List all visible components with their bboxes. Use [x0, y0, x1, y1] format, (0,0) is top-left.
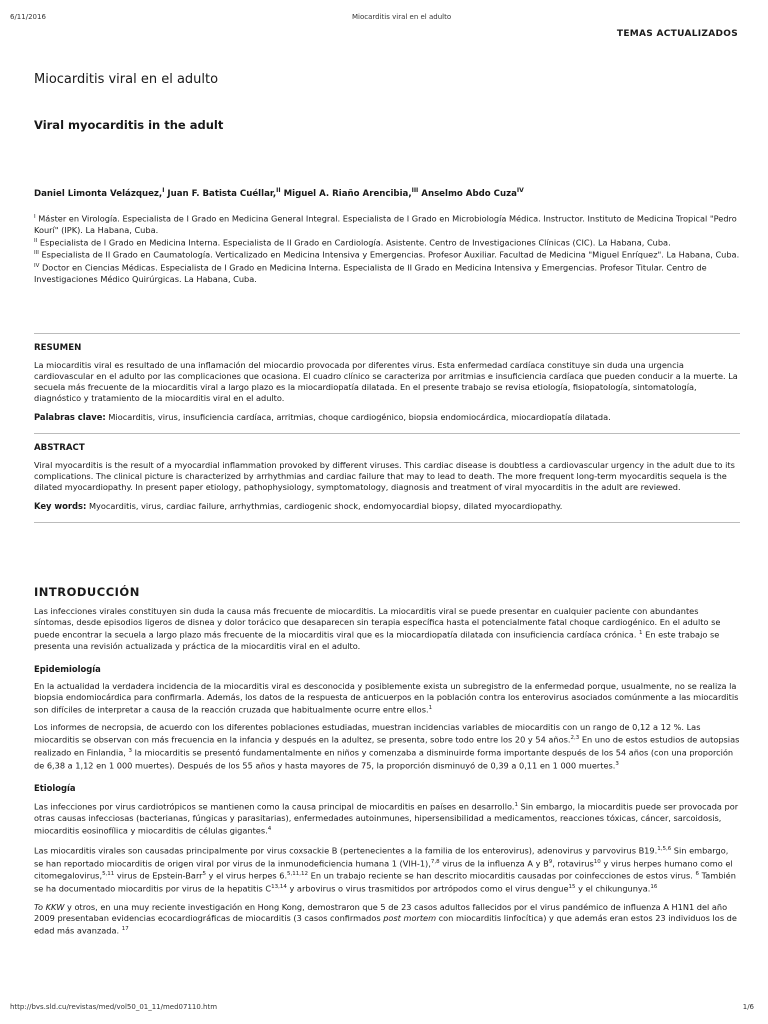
affiliation-text: Máster en Virología. Especialista de I Grado en Medicina General Integral. Especialista de I Grado en Microbiología Médica. Instructor. Instituto de Medicina Tropical "Pedro Kourí" (IPK). La Habana, Cuba. — [34, 213, 737, 235]
affiliation-text: Especialista de I Grado en Medicina Interna. Especialista de II Grado en Cardiología. Asistente. Centro de Investigaciones Clínicas (CIC). La Habana, Cuba. — [39, 237, 671, 248]
print-date: 6/11/2016 — [10, 13, 46, 21]
introduccion-heading: INTRODUCCIÓN — [34, 584, 140, 599]
citation-ref[interactable]: 1,5,6 — [657, 845, 672, 852]
divider — [34, 433, 740, 434]
citation-ref[interactable]: 9 — [548, 858, 553, 865]
paragraph-text: Sin embargo, se han reportado miocarditis de origen viral por virus de la inmunodeficiencia humana 1 (VIH-1), — [34, 845, 729, 869]
italic-text: post mortem — [383, 912, 437, 923]
affiliation-item — [34, 248, 740, 261]
citation-ref[interactable]: 4 — [267, 826, 272, 833]
citation-ref[interactable]: 13,14 — [271, 884, 287, 891]
citation-ref[interactable]: 10 — [593, 858, 601, 865]
author-affil-mark: II — [276, 187, 281, 194]
divider — [34, 522, 740, 523]
paragraph-text: En la actualidad la verdadera incidencia de la miocarditis viral es desconocida y posiblemente exista un subregistro de la enfermedad porque, usualmente, no se realiza la biopsia endomiocárdica para confirmarla. Además, los datos de la respuesta de anticuerpos en la población contra los enterovirus asociados comúnmente a las miocarditis son difíciles de interpretar a causa de la reacción cruzada que habitualmente ocurre entre ellos. — [34, 680, 739, 715]
section-label: TEMAS ACTUALIZADOS — [616, 29, 738, 39]
affiliation-item — [34, 261, 740, 285]
resumen-heading: RESUMEN — [34, 342, 82, 353]
paragraph-text: y virus herpes humano como el citomegalovirus, — [34, 858, 733, 882]
citation-ref[interactable]: 1 — [514, 802, 518, 809]
paragraph-text: y el chikungunya. — [575, 883, 651, 894]
epidemiologia-paragraph — [34, 681, 740, 716]
affiliation-text: Especialista de II Grado en Caumatología. Verticalizado en Medicina Intensiva y Emergencias. Profesor Auxiliar. Facultad de Medicina "Miguel Enríquez". La Habana, Cuba. — [41, 250, 740, 261]
divider — [34, 333, 740, 334]
citation-ref[interactable]: 2,3 — [570, 735, 580, 742]
citation-ref[interactable]: 1 — [428, 704, 433, 711]
epidemiologia-paragraph — [34, 722, 740, 771]
paragraph-text: con miocarditis linfocítica) y que además eran estos 23 individuos los de edad más avanzada. — [34, 912, 737, 936]
author-name: Juan F. Batista Cuéllar, — [167, 188, 277, 199]
keywords-text: Myocarditis, virus, cardiac failure, arrhythmias, cardiogenic shock, endomyocardial biopsy, dilated myocardiopathy. — [88, 500, 563, 511]
author-affil-mark: IV — [516, 187, 524, 194]
affiliation-mark: I — [34, 213, 36, 220]
paragraph-text: y el virus herpes 6. — [206, 871, 288, 882]
key-words — [34, 501, 740, 512]
citation-ref[interactable]: 3 — [128, 748, 133, 754]
author-affil-mark: I — [162, 187, 165, 194]
paragraph-text: y arbovirus o virus trasmitidos por artrópodos como el virus dengue — [286, 883, 569, 894]
keywords-label: Key words: — [34, 500, 87, 511]
citation-ref[interactable]: 17 — [121, 925, 129, 932]
etiologia-heading: Etiología — [34, 783, 76, 794]
abstract-text: Viral myocarditis is the result of a myocardial inflammation provoked by different viruses. This cardiac disease is doubtless a cardiovascular urgency in the adult due to its complications. The clinical picture is characterized by arrhythmias and cardiac failure that may to lead to death. The more frequent long-term myocarditis sequela is the dilated myocardiopathy. In present paper etiology, pathophysiology, symptomatology, diagnosis and treatment of viral myocarditis in the adult are reviewed. — [34, 459, 735, 492]
citation-ref[interactable]: 5 — [202, 871, 207, 878]
affiliation-mark: III — [34, 250, 39, 257]
paragraph-text: Las miocarditis virales son causadas principalmente por virus coxsackie B (pertenecientes a la familia de los enterovirus), adenovirus y parvovirus B19. — [34, 845, 658, 856]
citation-ref[interactable]: 5,11,12 — [287, 871, 309, 878]
author-affil-mark: III — [411, 187, 419, 194]
affiliation-text: Doctor en Ciencias Médicas. Especialista de I Grado en Medicina Interna. Especialista de II Grado en Medicina Intensiva y Emergencias. Profesor Titular. Centro de Investigaciones Médico Quirúrgicas. La Habana, Cuba. — [34, 262, 707, 284]
affiliation-item — [34, 236, 740, 249]
citation-ref[interactable]: 16 — [650, 884, 658, 891]
article-title-english: Viral myocarditis in the adult — [34, 118, 224, 132]
paragraph-text: Las infecciones virales constituyen sin duda la causa más frecuente de miocarditis. La miocarditis viral se puede presentar en cualquier paciente con abundantes síntomas, desde episodios ligeros de disnea y dolor torácico que desaparecen sin terapia específica hasta el potencialmente fatal choque cardiogénico. En el adulto se puede encontrar la secuela a largo plazo más frecuente de la miocarditis viral que es la miocardiopatía dilatada con insuficiencia cardíaca crónica. — [34, 605, 721, 640]
author-name: Anselmo Abdo Cuza — [421, 188, 517, 199]
paragraph-text: virus de la influenza A y B — [439, 858, 549, 869]
author-name: Daniel Limonta Velázquez, — [34, 188, 163, 199]
paragraph-text: En este trabajo se presenta una revisión actualizada y práctica de la miocarditis viral en el adulto. — [34, 629, 720, 651]
affiliation-mark: II — [34, 237, 38, 244]
citation-ref[interactable]: 5,11 — [102, 871, 115, 878]
paragraph-text: Los informes de necropsia, de acuerdo con los diferentes poblaciones estudiadas, muestran incidencias variables de miocarditis con un rango de 0,12 a 12 %. Las miocarditis se observan con más frecuencia en la infancia y después en la adultez, se presenta, sobre todo entre los 20 y 54 años. — [34, 722, 701, 745]
print-page-number: 1/6 — [742, 1003, 754, 1011]
paragraph-text: Sin embargo, la miocarditis puede ser provocada por otras causas infecciosas (bacterianas, fúngicas y parasitarias), enfermedades autoinmunes, hipersensibilidad a medicamentos, reacciones tóxicas, cáncer, sarcoidosis, miocarditis eosinofílica y miocarditis de células gigantes. — [34, 802, 739, 836]
affiliation-item — [34, 212, 740, 236]
affiliations — [34, 212, 740, 285]
palabras-clave — [34, 412, 740, 423]
citation-ref[interactable]: 15 — [568, 884, 576, 891]
keywords-label: Palabras clave: — [34, 411, 106, 422]
paragraph-text: También se ha documentado miocarditis por virus de la hepatitis C — [34, 871, 736, 894]
paragraph-text: En un trabajo reciente se han descrito miocarditis causadas por coinfecciones de estos virus. — [308, 871, 693, 882]
etiologia-paragraph — [34, 800, 740, 836]
author-name: Miguel A. Riaño Arencibia, — [283, 188, 412, 199]
intro-paragraph — [34, 606, 740, 652]
citation-ref[interactable]: 3 — [615, 760, 619, 767]
authors-line — [34, 187, 740, 199]
italic-text: To KKW — [34, 901, 65, 912]
paragraph-text: virus de Epstein-Barr — [114, 871, 203, 882]
affiliation-mark: IV — [34, 263, 40, 270]
paragraph-text: , rotavirus — [552, 858, 594, 869]
paragraph-text: Las infecciones por virus cardiotrópicos se mantienen como la causa principal de miocarditis en países en desarrollo. — [34, 802, 515, 813]
citation-ref[interactable]: 1 — [639, 629, 643, 636]
etiologia-paragraph — [34, 844, 740, 895]
resumen-text: La miocarditis viral es resultado de una inflamación del miocardio provocada por diferentes virus. Esta enfermedad cardíaca constituye sin duda una urgencia cardiovascular en el adulto por las complicaciones que ocasiona. El cuadro clínico se caracteriza por arritmias e insuficiencia cardíaca que pueden conducir a la muerte. La secuela más frecuente de la miocarditis viral a largo plazo es la miocardiopatía dilatada. En el presente trabajo se revisa etiología, fisiopatología, sintomatología, diagnóstico y tratamiento de la miocarditis viral en el adulto. — [34, 359, 738, 403]
epidemiologia-heading: Epidemiología — [34, 663, 101, 674]
paragraph-text: y otros, en una muy reciente investigación en Hong Kong, demostraron que 5 de 23 casos adultos fallecidos por el virus pandémico de influenza A H1N1 del año 2009 presentaban evidencias ecocardiográficas de miocarditis (3 casos confirmados — [34, 901, 728, 923]
print-page-title: Miocarditis viral en el adulto — [352, 13, 452, 21]
abstract-heading: ABSTRACT — [34, 442, 85, 453]
article-title: Miocarditis viral en el adulto — [34, 72, 219, 87]
citation-ref[interactable]: 6 — [695, 871, 699, 878]
paragraph-text: En uno de estos estudios de autopsias realizado en Finlandia, — [34, 735, 740, 758]
keywords-text: Miocarditis, virus, insuficiencia cardíaca, arritmias, choque cardiogénico, biopsia endomiocárdica, miocardiopatía dilatada. — [108, 411, 611, 422]
paragraph-text: la miocarditis se presentó fundamentalmente en niños y comenzaba a disminuirde forma importante después de los 54 años (con una proporción de 6,38 a 1,12 en 1 000 muertes). Después de los 55 años y hasta mayores de 75, la proporción disminuyó de 0,39 a 0,11 en 1 000 muertes. — [34, 747, 734, 771]
article-body — [34, 60, 740, 937]
etiologia-paragraph — [34, 902, 740, 937]
citation-ref[interactable]: 7,8 — [430, 858, 440, 865]
print-footer-url: http://bvs.sld.cu/revistas/med/vol50_01_11/med07110.htm — [10, 1003, 218, 1011]
